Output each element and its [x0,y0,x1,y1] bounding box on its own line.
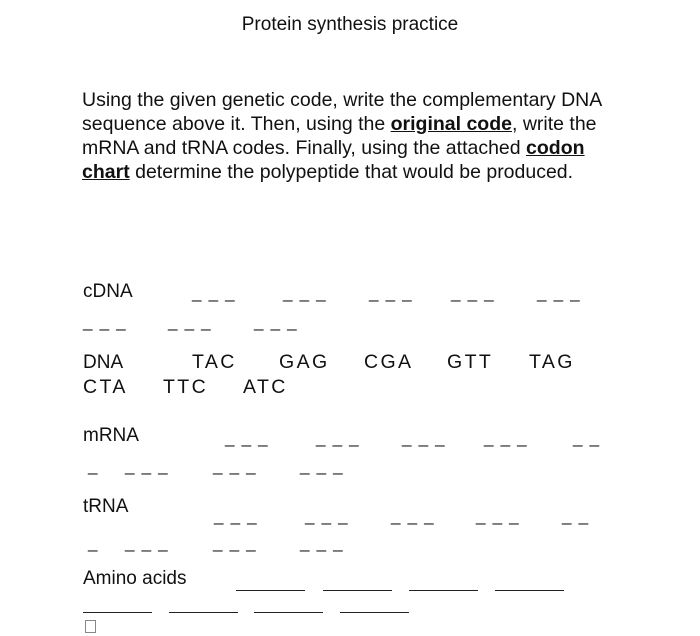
mrna-blank[interactable]: _ _ _ [484,428,528,447]
cdna-label: cDNA [83,281,133,302]
mrna-blank[interactable]: _ _ _ [213,456,257,475]
mrna-blank[interactable]: _ _ _ [300,456,344,475]
dna-codon: TAG [529,351,575,373]
trna-blank[interactable]: _ _ _ [125,533,169,552]
dna-codon: GAG [279,351,330,373]
instructions [82,88,622,184]
trna-blank[interactable]: _ [88,533,99,552]
cdna-blank[interactable]: _ _ _ [254,312,298,331]
trna-blank[interactable]: _ _ _ [214,506,258,525]
mrna-blank[interactable]: _ _ _ [125,456,169,475]
instructions-text-1: Using the given genetic code, write the complementary DNA sequence above it. Then, using the [82,89,602,135]
dna-codon: GTT [447,351,494,373]
amino-acid-blank[interactable] [169,612,238,613]
trna-blank[interactable]: _ _ _ [300,533,344,552]
mrna-blank[interactable]: _ _ _ [225,428,269,447]
amino-acid-blank[interactable] [323,590,392,591]
dna-codon: TAC [192,351,237,373]
dna-codon: CTA [83,376,128,398]
mrna-blank[interactable]: _ _ _ [316,428,360,447]
dna-codon: TTC [163,376,209,398]
instructions-text-2: , write the mRNA and tRNA codes. Finally, using the attached [82,113,597,159]
mrna-blank[interactable]: _ _ _ [402,428,446,447]
amino-acid-blank[interactable] [254,612,323,613]
trna-blank[interactable]: _ _ _ [476,506,520,525]
trna-blank[interactable]: _ _ _ [391,506,435,525]
checkbox[interactable] [85,620,96,633]
amino-acid-blank[interactable] [495,590,564,591]
page-title: Protein synthesis practice [241,14,459,35]
dna-codon: ATC [243,376,288,398]
trna-label: tRNA [83,496,129,517]
cdna-blank[interactable]: _ _ _ [83,312,127,331]
instructions-text-3: determine the polypeptide that would be produced. [129,161,574,183]
trna-blank[interactable]: _ _ [562,506,590,525]
cdna-blank[interactable]: _ _ _ [168,312,212,331]
mrna-label: mRNA [83,425,139,446]
trna-blank[interactable]: _ _ _ [213,533,257,552]
original-code-emphasis: original code [390,113,512,135]
amino-acids-label: Amino acids [83,568,187,589]
cdna-blank[interactable]: _ _ _ [283,283,327,302]
amino-acid-blank[interactable] [83,612,152,613]
cdna-blank[interactable]: _ _ _ [537,283,581,302]
amino-acid-blank[interactable] [409,590,478,591]
cdna-blank[interactable]: _ _ _ [192,283,236,302]
amino-acid-blank[interactable] [340,612,409,613]
mrna-blank[interactable]: _ _ [573,428,601,447]
dna-codon: CGA [364,351,414,373]
cdna-blank[interactable]: _ _ _ [369,283,413,302]
codon-chart-emphasis: codon chart [82,137,585,183]
dna-label: DNA [83,352,124,373]
mrna-blank[interactable]: _ [88,456,99,475]
trna-blank[interactable]: _ _ _ [305,506,349,525]
amino-acid-blank[interactable] [236,590,305,591]
cdna-blank[interactable]: _ _ _ [451,283,495,302]
